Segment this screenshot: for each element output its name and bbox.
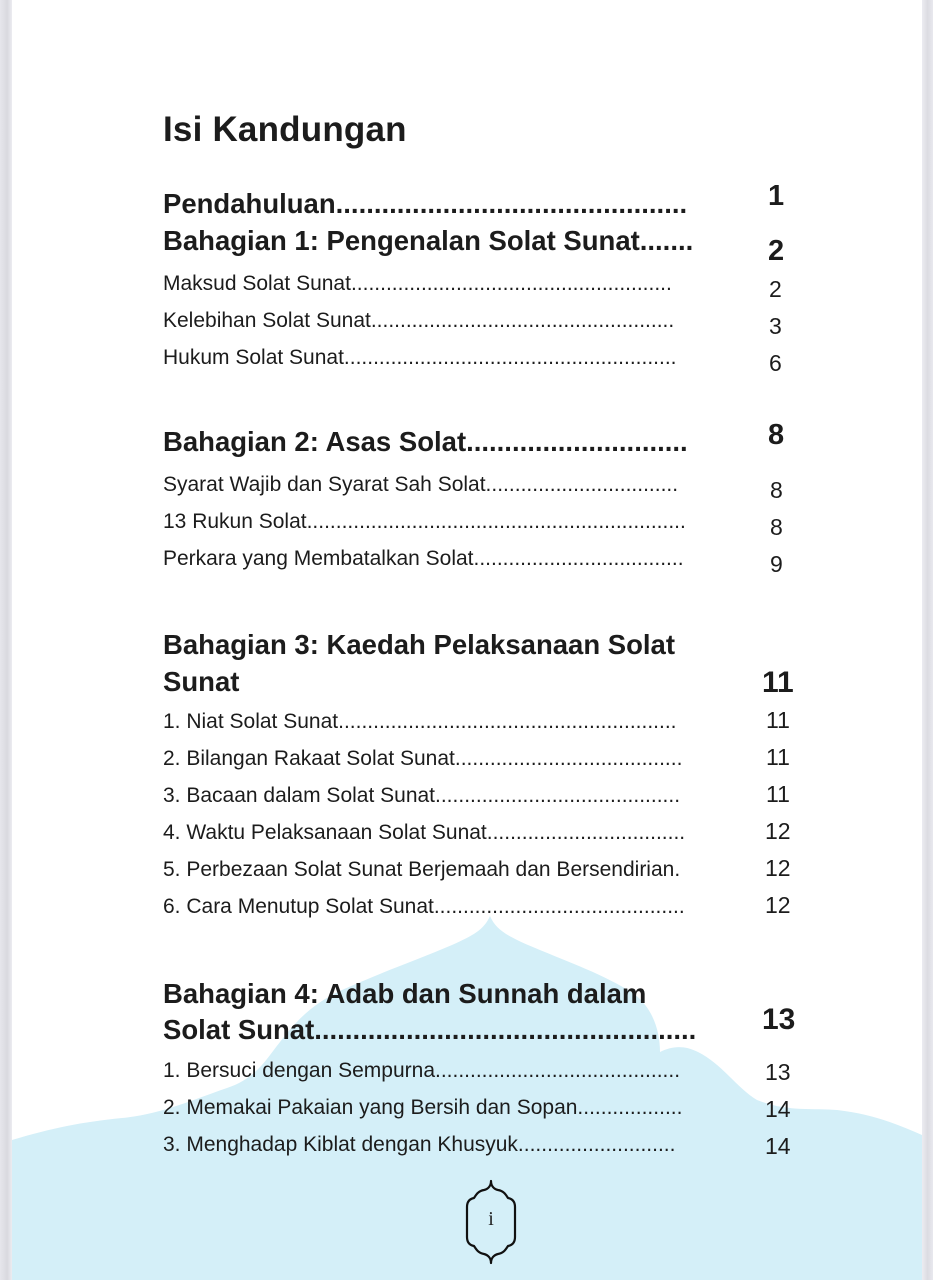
toc-heading-page: 2	[768, 235, 785, 267]
toc-item-page: 3	[769, 313, 782, 339]
toc-item-label: Syarat Wajib dan Syarat Sah Solat.................................	[163, 473, 679, 496]
toc-heading-line-2: Sunat	[163, 666, 240, 697]
toc-item[interactable]	[163, 739, 803, 775]
toc-item-label: 6. Cara Menutup Solat Sunat...........................................	[163, 895, 685, 918]
toc-item-label: 3. Bacaan dalam Solat Sunat..........................................	[163, 784, 681, 807]
toc-item-page: 12	[765, 892, 791, 918]
toc-item-page: 13	[765, 1059, 791, 1085]
toc-heading-line-1: Bahagian 3: Kaedah Pelaksanaan Solat	[163, 629, 675, 660]
toc-item[interactable]	[163, 702, 803, 738]
toc-item[interactable]	[163, 338, 803, 374]
toc-heading-page: 11	[762, 666, 794, 699]
toc-item[interactable]	[163, 813, 803, 849]
toc-heading-label: Bahagian 2: Asas Solat.............................	[163, 426, 688, 457]
toc-item-page: 9	[770, 551, 783, 577]
toc-item-label: 2. Bilangan Rakaat Solat Sunat.......................................	[163, 747, 683, 770]
toc-item-page: 8	[770, 514, 783, 540]
toc-item-label: 3. Menghadap Kiblat dengan Khusyuk...........................	[163, 1133, 676, 1156]
toc-item-page: 12	[765, 855, 791, 881]
toc-item-label: Perkara yang Membatalkan Solat....................................	[163, 547, 684, 570]
toc-item-page: 8	[770, 477, 783, 503]
toc-heading-page: 8	[768, 419, 785, 451]
toc-item[interactable]	[163, 264, 803, 300]
toc-item-page: 12	[765, 818, 791, 844]
toc-item-page: 11	[766, 707, 790, 733]
toc-item[interactable]	[163, 776, 803, 812]
toc-item-page: 11	[766, 781, 790, 807]
toc-item-label: 1. Niat Solat Sunat..........................................................	[163, 710, 677, 733]
toc-heading-part-4[interactable]	[163, 976, 803, 1048]
toc-item[interactable]	[163, 1051, 803, 1087]
toc-item[interactable]	[163, 539, 803, 575]
toc-heading-part-3[interactable]	[163, 626, 803, 700]
toc-item[interactable]	[163, 301, 803, 337]
toc-item[interactable]	[163, 465, 803, 501]
toc-heading-part-1[interactable]	[163, 223, 803, 267]
document-page	[12, 0, 922, 1280]
toc-item-page: 11	[766, 744, 790, 770]
toc-item-label: 13 Rukun Solat.................................................................	[163, 510, 686, 533]
toc-item-label: 2. Memakai Pakaian yang Bersih dan Sopan..................	[163, 1096, 683, 1119]
toc-item-label: 4. Waktu Pelaksanaan Solat Sunat..................................	[163, 821, 686, 844]
toc-item[interactable]	[163, 502, 803, 538]
toc-item-page: 14	[765, 1096, 791, 1122]
toc-heading-line-2: Solat Sunat..................................................	[163, 1014, 697, 1045]
toc-item-label: Hukum Solat Sunat.........................................................	[163, 346, 677, 369]
toc-heading-label: Bahagian 1: Pengenalan Solat Sunat.......	[163, 225, 694, 256]
toc-heading-part-2[interactable]	[163, 419, 803, 460]
toc-entry-label: Pendahuluan..............................................	[163, 188, 688, 219]
toc-item-page: 6	[769, 350, 782, 376]
toc-entry-page: 1	[768, 180, 785, 212]
toc-heading-page: 13	[762, 1003, 796, 1036]
toc-item[interactable]	[163, 1125, 803, 1161]
toc-item-label: Kelebihan Solat Sunat....................................................	[163, 309, 675, 332]
toc-item-page: 2	[769, 276, 782, 302]
viewer-left-margin	[0, 0, 12, 1280]
toc-item-page: 14	[765, 1133, 791, 1159]
toc-item[interactable]	[163, 887, 803, 923]
toc-item[interactable]	[163, 850, 803, 886]
page-number: i	[488, 1208, 494, 1230]
toc-item[interactable]	[163, 1088, 803, 1124]
page-title: Isi Kandungan	[163, 110, 407, 149]
toc-item-label: 5. Perbezaan Solat Sunat Berjemaah dan Bersendirian.	[163, 858, 681, 881]
toc-item-label: 1. Bersuci dengan Sempurna..........................................	[163, 1059, 681, 1082]
toc-item-label: Maksud Solat Sunat.......................................................	[163, 272, 672, 295]
toc-entry-intro[interactable]	[163, 180, 803, 222]
viewer-right-margin	[922, 0, 933, 1280]
toc-heading-line-1: Bahagian 4: Adab dan Sunnah dalam	[163, 978, 647, 1009]
